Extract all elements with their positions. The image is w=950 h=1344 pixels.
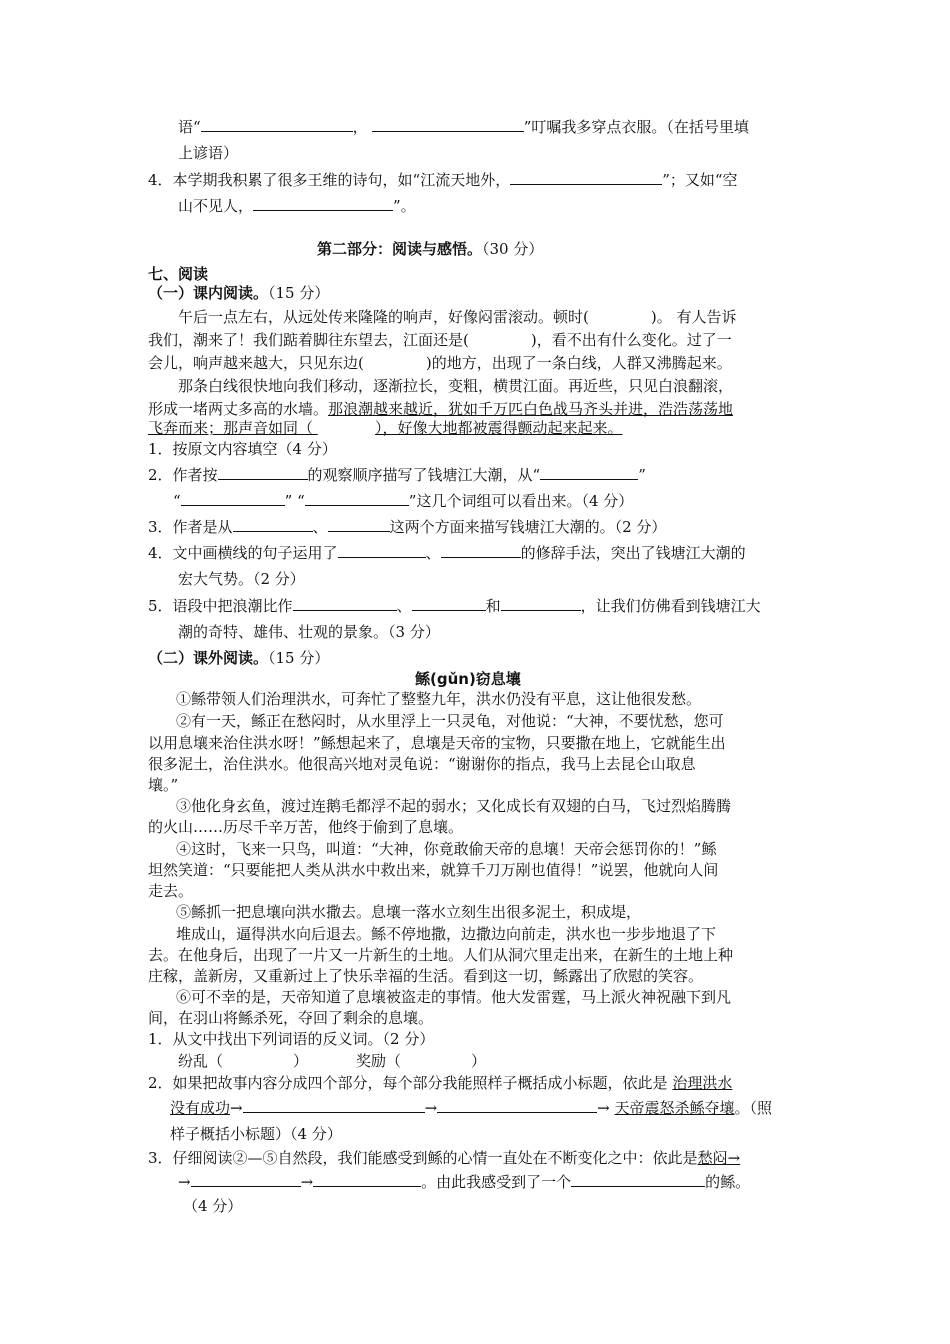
q2-2a: 2．如果把故事内容分成四个部分，每个部分我能照样子概括成小标题，依此是 (148, 1074, 668, 1092)
q1-3b: 、 (312, 518, 328, 536)
q1-3c: 这两个方面来描写钱塘江大潮的。（2 分） (389, 518, 667, 536)
antonym-close-2: ） (471, 1052, 487, 1070)
example-title-4: 天帝震怒杀鲧夺壤 (614, 1099, 735, 1117)
passage1-line3 (148, 353, 732, 373)
q2-2-line2 (170, 1098, 772, 1118)
q2-2-tail: 。（照 (734, 1099, 773, 1117)
example-title-1a: 治理洪水 (672, 1074, 733, 1092)
story-p2-line2: 以用息壤来治住洪水呀！”鲧想起来了，息壤是天帝的宝物，只要撒在地上，它就能生出 (148, 734, 726, 752)
antonym-close-1: ） (293, 1052, 309, 1070)
q2-2-line1 (148, 1073, 732, 1093)
arrow-icon: → (597, 1099, 610, 1117)
arrow-icon: → (178, 1173, 191, 1191)
q1-5d: ，让我们仿佛看到钱塘江大 (580, 597, 761, 615)
part2-title-text: 第二部分：阅读与感悟。 (317, 240, 483, 258)
q1-4-line2: 宏大气势。（2 分） (178, 570, 305, 588)
example-title-1b: 没有成功 (170, 1099, 231, 1117)
q4-mid: ”；又如“空 (662, 171, 738, 189)
story-p6-line2: 间，在羽山将鲧杀死，夺回了剩余的息壤。 (148, 1009, 434, 1027)
poem-blank-1[interactable] (510, 170, 662, 185)
fill-q4-line1 (148, 170, 738, 190)
passage1-line5 (148, 399, 733, 419)
q1-2c: ” (638, 466, 646, 484)
story-p3-line2: 的火山……历尽千辛万苦，他终于偷到了息壤。 (148, 818, 464, 836)
subtitle-blank-2[interactable] (437, 1098, 597, 1113)
q1-4-line1 (148, 543, 746, 563)
fill-q3-line1 (178, 117, 749, 137)
metaphor-blank-2[interactable] (412, 596, 486, 611)
story-p2-line3: 很多泥土，治住洪水。他很高兴地对灵龟说：“谢谢你的指点，我马上去昆仑山取息 (148, 755, 696, 773)
q1-5b: 、 (396, 597, 412, 615)
part2-title-score: （30 分） (482, 240, 544, 258)
q2-1: 1．从文中找出下列词语的反义词。（2 分） (148, 1030, 435, 1048)
q1-3 (148, 517, 666, 537)
sub1-heading (148, 283, 329, 303)
fill-q3-line2: 上谚语） (178, 144, 239, 162)
sub2-label: （二）课外阅读。 (148, 649, 269, 667)
proverb-blank-2[interactable] (372, 117, 524, 132)
mood-blank-1[interactable] (191, 1172, 301, 1187)
q1-5a: 5．语段中把浪潮比作 (148, 597, 293, 615)
q1-2a: 2．作者按 (148, 466, 218, 484)
story-p6-line1: ⑥可不幸的是，天帝知道了息壤被盗走的事情。他大发雷霆，马上派火神祝融下到凡 (176, 988, 732, 1006)
q1-2-line1 (148, 465, 646, 485)
passage1-l5a: 形成一堵两丈多高的水墙。 (148, 400, 329, 418)
story-p3-line1: ③他化身玄鱼，渡过连鹅毛都浮不起的弱水；又化成长有双翅的白马，飞过烈焰腾腾 (176, 797, 732, 815)
passage1-line4: 那条白线很快地向我们移动，逐渐拉长，变粗，横贯江面。再近些，只见白浪翻滚， (178, 377, 734, 395)
example-mood: 愁闷 (697, 1149, 728, 1167)
passage1-l1b: )。 有人告诉 (650, 308, 737, 326)
q3-prefix: 语“ (178, 118, 201, 136)
q1-3a: 3．作者是从 (148, 518, 233, 536)
story-p2-line1: ②有一天，鲧正在愁闷时，从水里浮上一只灵龟，对他说：“大神，不要忧愁，您可 (176, 712, 724, 730)
aspect-blank-2[interactable] (328, 517, 390, 532)
sub1-score: （15 分） (268, 284, 330, 302)
sub2-score: （15 分） (268, 649, 330, 667)
part2-title (317, 239, 543, 259)
story-p4-line1: ④这时，飞来一只鸟，叫道：“大神，你竟敢偷天帝的息壤！天帝会惩罚你的！”鲧 (176, 840, 717, 858)
passage1-l2a: 我们，潮来了！我们踮着脚往东望去，江面还是( (148, 331, 469, 349)
story-p4-line2: 坦然笑道：“只要能把人类从洪水中救出来，就算千刀万剐也值得！”说罢，他就向人间 (148, 861, 719, 879)
q1-2f: ”这几个词组可以看出来。（4 分） (408, 492, 634, 510)
q3-suffix: ”叮嘱我多穿点衣服。（在括号里填 (523, 118, 749, 136)
story-p5-line1: ⑤鲧抓一把息壤向洪水撒去。息壤一落水立刻生出很多泥土，积成堤， (176, 903, 642, 921)
q2-3-line1 (148, 1148, 740, 1168)
story-p5-line2: 堆成山，逼得洪水向后退去。鲧不停地撒，边撒边向前走，洪水也一步步地退了下 (176, 925, 717, 943)
arrow-icon: → (230, 1099, 243, 1117)
paren-blank-4[interactable] (313, 418, 375, 438)
passage1-l1a: 午后一点左右，从远处传来隆隆的响声，好像闷雷滚动。顿时( (178, 308, 589, 326)
q2-3-mid: 。由此我感受到了一个 (421, 1173, 572, 1191)
order-blank[interactable] (218, 465, 308, 480)
q2-3-line2 (178, 1172, 750, 1192)
story-p4-line3: 走去。 (148, 882, 194, 900)
q1-2-line2 (173, 491, 633, 511)
metaphor-blank-1[interactable] (293, 596, 397, 611)
antonym-word-1: 纷乱（ (178, 1052, 224, 1070)
sub2-heading (148, 648, 329, 668)
q4-line2-prefix: 山不见人， (178, 197, 254, 215)
underlined-sentence-2a: 飞奔而来；那声音如同（ (148, 419, 314, 437)
character-blank[interactable] (571, 1172, 705, 1187)
fill-q4-line2 (178, 196, 416, 216)
q1-2b: 的观察顺序描写了钱塘江大潮，从“ (307, 466, 541, 484)
story-p2-line4: 壤。” (148, 776, 179, 794)
passage1-l3b: )的地方，出现了一条白线，人群又沸腾起来。 (425, 354, 732, 372)
phrase-blank-2[interactable] (181, 491, 285, 506)
passage1-line1 (178, 307, 736, 327)
q4-line2-suffix: ”。 (393, 197, 416, 215)
proverb-blank-1[interactable] (201, 117, 353, 132)
q2-3-score: （4 分） (183, 1197, 243, 1215)
q1-5c: 和 (485, 597, 501, 615)
phrase-blank-1[interactable] (540, 465, 638, 480)
metaphor-blank-3[interactable] (501, 596, 581, 611)
q1-2d: “ (173, 492, 181, 510)
q2-3a: 3．仔细阅读②—⑤自然段，我们能感受到鲧的心情一直处在不断变化之中：依此是 (148, 1149, 698, 1167)
q2-2-line3: 样子概括小标题）（4 分） (170, 1125, 342, 1143)
q1-4b: 、 (425, 544, 441, 562)
aspect-blank-1[interactable] (233, 517, 313, 532)
arrow-icon: → (727, 1149, 741, 1167)
phrase-blank-3[interactable] (305, 491, 409, 506)
passage1-l2b: )，看不出有什么变化。过了一 (530, 331, 732, 349)
rhetoric-blank-2[interactable] (441, 543, 521, 558)
arrow-icon: → (300, 1173, 314, 1191)
sub1-label: （一）课内阅读。 (148, 284, 269, 302)
passage1-line2 (148, 330, 732, 350)
q1-2e: ” “ (284, 492, 305, 510)
section-reading: 七、阅读 (148, 265, 209, 283)
q1-5-line1 (148, 596, 761, 616)
q2-1-words (178, 1051, 486, 1071)
passage1-l3a: 会儿，响声越来越大，只见东边( (148, 354, 364, 372)
q2-3-end: 的鲧。 (705, 1173, 751, 1191)
q1-4c: 的修辞手法，突出了钱塘江大潮的 (520, 544, 746, 562)
story-p1: ①鲧带领人们治理洪水，可奔忙了整整九年，洪水仍没有平息，这让他很发愁。 (176, 690, 702, 708)
story-p5-line3: 去。在他身后，出现了一片又一片新生的土地。人们从洞穴里走出来，在新生的土地上种 (148, 946, 734, 964)
q1-5-line2: 潮的奇特、雄伟、壮观的景象。（3 分） (178, 623, 440, 641)
story-p5-line4: 庄稼，盖新房，又重新过上了快乐幸福的生活。看到这一切，鲧露出了欣慰的笑容。 (148, 967, 704, 985)
underlined-sentence-1: 那浪潮越来越近，犹如千万匹白色战马齐头并进，浩浩荡荡地 (328, 400, 734, 418)
subtitle-blank-1[interactable] (243, 1098, 425, 1113)
rhetoric-blank-1[interactable] (338, 543, 426, 558)
mood-blank-2[interactable] (313, 1172, 421, 1187)
q3-comma: ， (352, 118, 368, 136)
q4-prefix: 4．本学期我积累了很多王维的诗句，如“江流天地外， (148, 171, 511, 189)
antonym-word-2: 奖励（ (356, 1052, 402, 1070)
q1-4a: 4．文中画横线的句子运用了 (148, 544, 338, 562)
underlined-sentence-2b: ），好像大地都被震得颤动起来起来。 (375, 419, 623, 437)
passage1-line6 (148, 418, 623, 438)
q1-1: 1．按原文内容填空（4 分） (148, 440, 337, 458)
arrow-icon: → (424, 1099, 438, 1117)
poem-blank-2[interactable] (253, 196, 393, 211)
story-title: 鲧(gǔn)窃息壤 (415, 670, 521, 688)
